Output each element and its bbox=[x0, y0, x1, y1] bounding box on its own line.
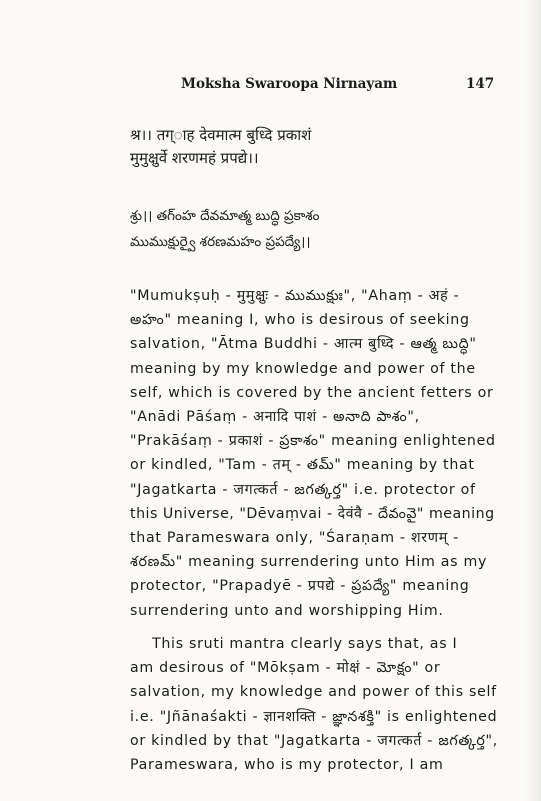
text-line: salvation, my knowledge and power of this self bbox=[130, 684, 497, 701]
text-line: i.e. "Jñānaśakti - ज्ञानशक्ति - జ్ఞానశక్తి" is enlightened bbox=[130, 708, 498, 725]
text-line: salvation, "Ātma Buddhi - आत्म बुध्दि - ఆత్మ బుద్ధి" bbox=[130, 336, 477, 353]
text-line: శరణమ్" meaning surrendering unto Him as my bbox=[130, 554, 488, 571]
sanskrit-verse-telugu bbox=[130, 203, 320, 255]
text-line: "Jagatkarta - जगत्कर्त - జగత్కర్త" i.e. protector of bbox=[130, 481, 476, 498]
page-number: 147 bbox=[466, 76, 495, 92]
text-line: "Anādi Pāśaṃ - अनादि पाशं - అనాది పాశం", bbox=[130, 409, 420, 426]
text-line: "Prakāśaṃ - प्रकाशं - ప్రకాశం" meaning enlightened bbox=[130, 433, 496, 450]
explanation-paragraph bbox=[130, 632, 497, 777]
running-title: Moksha Swaroopa Nirnayam bbox=[181, 76, 398, 92]
text-line: or kindled, "Tam - तम् - తమ్" meaning by that bbox=[130, 457, 475, 474]
word-meaning-paragraph bbox=[130, 284, 497, 623]
verse-line: श्र।। तग्ाह देवमात्म बुध्दि प्रकाशं bbox=[130, 126, 312, 144]
sanskrit-verse-devanagari bbox=[130, 124, 311, 170]
text-line: this Universe, "Dēvaṃvai - देवंवै - దేవంవై" meaning bbox=[130, 505, 495, 522]
text-line: అహం" meaning I, who is desirous of seeking bbox=[130, 312, 470, 329]
text-line: that Parameswara only, "Śaraṇam - शरणम् - bbox=[130, 530, 459, 547]
verse-line: శ్రు।। తగ్ంహ దేవమాత్మ బుద్ధి ప్రకాశం bbox=[130, 208, 320, 224]
text-line: This sruti mantra clearly says that, as I bbox=[152, 636, 458, 652]
text-line: or kindled by that "Jagatkarta - जगत्कर्त - జగత్కర్త", bbox=[130, 732, 498, 749]
verse-line: मुमुक्षुर्वे शरणमहं प्रपद्ये।। bbox=[130, 149, 259, 167]
text-line: Parameswara, who is my protector, I am bbox=[130, 757, 444, 774]
verse-line: ముముక్షుర్వై శరణమహం ప్రపద్యే।। bbox=[130, 234, 311, 250]
page-edge bbox=[525, 0, 541, 801]
text-line: protector, "Prapadyē - प्रपद्ये - ప్రపద్యే" meaning bbox=[130, 578, 470, 595]
text-line: surrendering unto and worshipping Him. bbox=[130, 602, 444, 619]
text-line: self, which is covered by the ancient fetters or bbox=[130, 384, 494, 401]
text-line: "Mumukṣuḥ - मुमुक्षुः - ముముక్షుః", "Ahaṃ - अहं - bbox=[130, 288, 460, 304]
text-line: meaning by my knowledge and power of the bbox=[130, 360, 476, 377]
text-line: am desirous of "Mōkṣam - मोक्षं - మోక్షం" or bbox=[130, 660, 441, 677]
page-header bbox=[0, 76, 541, 96]
